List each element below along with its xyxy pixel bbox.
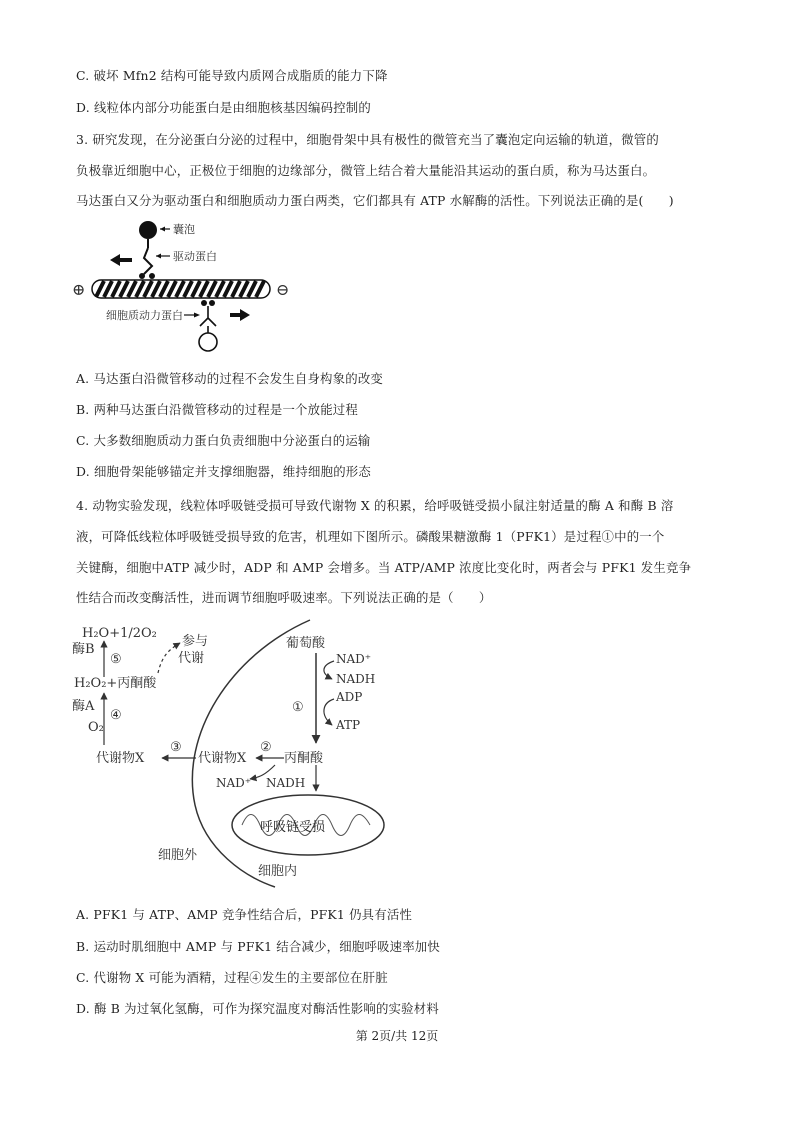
q3-option-c: C. 大多数细胞质动力蛋白负责细胞中分泌蛋白的运输 [76,433,371,448]
h2o-o2-label: H₂O+1/2O₂ [82,626,157,641]
metabolite-x-outside: 代谢物X [96,751,145,766]
q3-option-d: D. 细胞骨架能够锚定并支撑细胞器，维持细胞的形态 [76,464,371,479]
minus-end-label: ⊖ [276,280,290,299]
vesicle-label: 囊泡 [173,223,195,236]
q3-stem-line-1: 3. 研究发现，在分泌蛋白分泌的过程中，细胞骨架中具有极性的微管充当了囊泡定向运输的轨道，微管的 [76,132,659,147]
q4-option-b: B. 运动时肌细胞中 AMP 与 PFK1 结合减少，细胞呼吸速率加快 [76,939,440,954]
dynein-vesicle [199,333,217,351]
glucose-label: 葡萄酸 [286,636,326,651]
q4-stem-line-4: 性结合而改变酶活性，进而调节细胞呼吸速率。下列说法正确的是（ ） [76,590,492,605]
o2-label: O₂ [88,720,104,735]
intracellular-label: 细胞内 [258,864,298,879]
vesicle-shape [139,221,157,239]
enzyme-b-label: 酶B [72,642,95,657]
nadh-label: NADH [336,672,376,686]
plus-end-label: ⊕ [72,280,86,299]
step-2-label: ② [260,740,272,755]
adp-label: ADP [336,690,363,704]
q4-stem-line-2: 液，可降低线粒体呼吸链受损导致的危害，机理如下图所示。磷酸果糖激酶 1（PFK1）是过程①中的一个 [76,529,665,544]
q3-option-b: B. 两种马达蛋白沿微管移动的过程是一个放能过程 [76,402,358,417]
q3-stem-line-3: 马达蛋白又分为驱动蛋白和细胞质动力蛋白两类，它们都具有 ATP 水解酶的活性。下列说法正确的是( ) [76,193,674,208]
nadh-bottom-label: NADH [266,776,306,790]
participate-label-2: 代谢 [178,651,205,666]
dynein-label: 细胞质动力蛋白 [106,309,183,322]
step-3-label: ③ [170,740,182,755]
respiratory-chain-label: 呼吸链受损 [260,820,326,835]
step-1-label: ① [292,700,304,715]
enzyme-a-label: 酶A [72,699,95,714]
q2-option-c: C. 破坏 Mfn2 结构可能导致内质网合成脂质的能力下降 [76,68,388,83]
q4-stem-line-3: 关键酶，细胞中ATP 减少时，ADP 和 AMP 会增多。当 ATP/AMP 浓度比变化时，两者会与 PFK1 发生竞争 [76,560,692,575]
q4-option-d: D. 酶 B 为过氧化氢酶，可作为探究温度对酶活性影响的实验材料 [76,1001,439,1016]
kinesin-label: 驱动蛋白 [173,250,217,263]
nad-plus-label: NAD⁺ [336,652,372,666]
q4-stem-line-1: 4. 动物实验发现，线粒体呼吸链受损可导致代谢物 X 的积累，给呼吸链受损小鼠注射适量的酶 A 和酶 B 溶 [76,498,674,513]
q2-option-d: D. 线粒体内部分功能蛋白是由细胞核基因编码控制的 [76,100,371,115]
page-footer: 第 2页/共 12页 [355,1029,439,1043]
metabolism-figure [70,615,410,890]
h2o2-pyruvate-label: H₂O₂+丙酮酸 [74,676,157,691]
participate-label-1: 参与 [182,634,209,649]
q3-stem-line-2: 负极靠近细胞中心，正极位于细胞的边缘部分，微管上结合着大量能沿其运动的蛋白质，称为马达蛋白。 [76,163,656,178]
q3-option-a: A. 马达蛋白沿微管移动的过程不会发生自身构象的改变 [76,371,384,386]
q4-option-c: C. 代谢物 X 可能为酒精，过程④发生的主要部位在肝脏 [76,970,388,985]
nad-plus-bottom-label: NAD⁺ [216,776,252,790]
pyruvate-label: 丙酮酸 [284,751,324,766]
motor-protein-figure [70,218,300,358]
q4-option-a: A. PFK1 与 ATP、AMP 竞争性结合后，PFK1 仍具有活性 [76,907,413,922]
step-4-label: ④ [110,708,122,723]
step-5-label: ⑤ [110,652,122,667]
atp-label: ATP [336,718,361,732]
extracellular-label: 细胞外 [158,848,198,863]
metabolite-x-inside: 代谢物X [198,751,247,766]
